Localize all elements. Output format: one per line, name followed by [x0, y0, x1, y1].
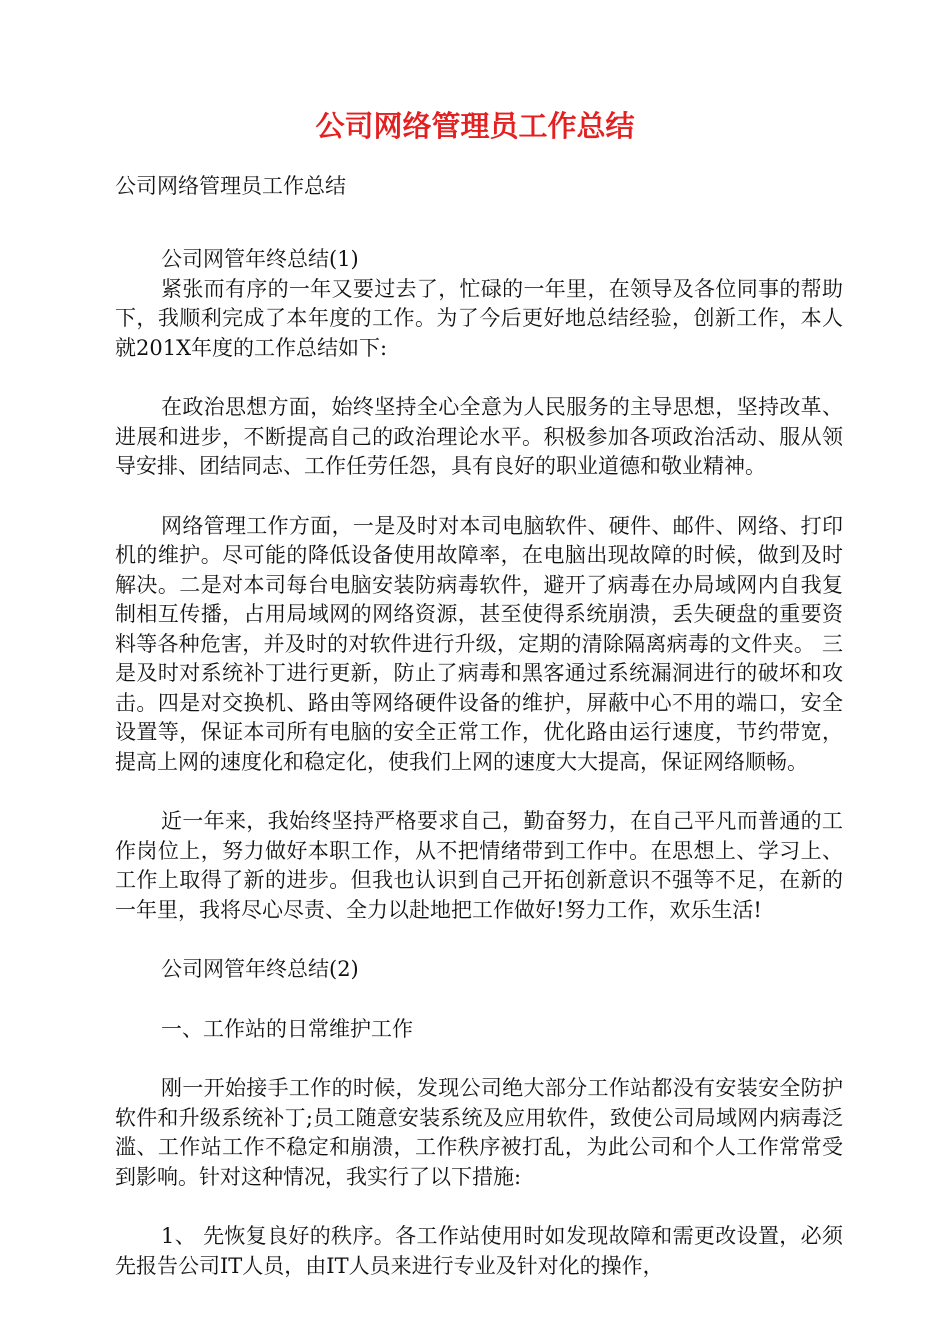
document-title: 公司网络管理员工作总结 — [315, 109, 635, 143]
paragraph-politics: 在政治思想方面，始终坚持全心全意为人民服务的主导思想，坚持改革、进展和进步，不断提高自己的政治理论水平。积极参加各项政治活动、服从领导安排、团结同志、工作任劳任怨，具有良好的职业道德和敬业精神。 — [115, 395, 843, 478]
paragraph-summary: 近一年来，我始终坚持严格要求自己，勤奋努力，在自己平凡而普通的工作岗位上，努力做好本职工作，从不把情绪带到工作中。在思想上、学习上、工作上取得了新的进步。但我也认识到自己开拓创新意识不强等不足，在新的一年里，我将尽心尽责、全力以赴地把工作做好!努力工作，欢乐生活! — [115, 809, 843, 922]
subsection-heading: 一、工作站的日常维护工作 — [161, 1016, 413, 1041]
section-heading-2: 公司网管年终总结(2) — [161, 957, 359, 981]
document-body — [115, 245, 843, 1281]
paragraph-measure-1: 1、 先恢复良好的秩序。各工作站使用时如发现故障和需更改设置，必须先报告公司IT人员，由IT人员来进行专业及针对化的操作， — [115, 1224, 843, 1278]
section-heading-1: 公司网管年终总结(1) — [161, 247, 359, 271]
paragraph-network: 网络管理工作方面，一是及时对本司电脑软件、硬件、邮件、网络、打印机的维护。尽可能的降低设备使用故障率，在电脑出现故障的时候，做到及时解决。二是对本司每台电脑安装防病毒软件，避开了病毒在办局域网内自我复制相互传播，占用局域网的网络资源，甚至使得系统崩溃，丢失硬盘的重要资料等各种危害，并及时的对软件进行升级，定期的清除隔离病毒的文件夹。 三是及时对系统补丁进行更新，防止了病毒和黑客通过系统漏洞进行的破坏和攻击。四是对交换机、路由等网络硬件设备的维护，屏蔽中心不用的端口，安全设置等，保证本司所有电脑的安全正常工作，优化路由运行速度，节约带宽，提高上网的速度化和稳定化，使我们上网的速度大大提高，保证网络顺畅。 — [115, 513, 843, 774]
paragraph-workstation: 刚一开始接手工作的时候，发现公司绝大部分工作站都没有安装安全防护软件和升级系统补丁;员工随意安装系统及应用软件，致使公司局域网内病毒泛滥、工作站工作不稳定和崩溃，工作秩序被打乱，为此公司和个人工作常常受到影响。针对这种情况，我实行了以下措施: — [115, 1076, 843, 1189]
paragraph-intro: 紧张而有序的一年又要过去了，忙碌的一年里，在领导及各位同事的帮助下，我顺利完成了本年度的工作。为了今后更好地总结经验，创新工作，本人就201X年度的工作总结如下: — [115, 276, 843, 360]
document-subtitle: 公司网络管理员工作总结 — [115, 174, 346, 198]
